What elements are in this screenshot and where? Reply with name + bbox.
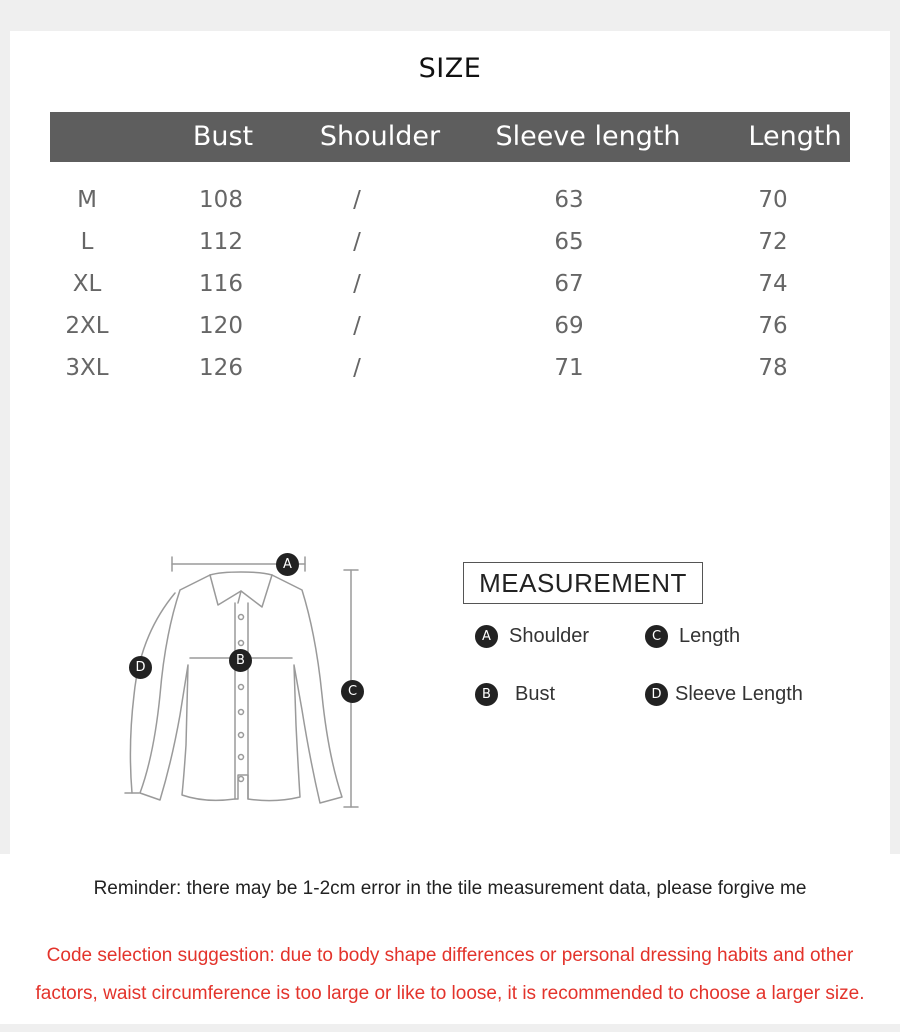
legend-sleeve-length-label: Sleeve Length: [675, 683, 803, 705]
table-cell-length: 78: [758, 355, 788, 381]
suggestion-line-2: factors, waist circumference is too large or like to loose, it is recommended to choose a larger size.: [35, 983, 865, 1004]
suggestion-line-1: Code selection suggestion: due to body shape differences or personal dressing habits and other: [46, 945, 854, 966]
marker-a-icon: A: [276, 553, 299, 576]
table-cell-bust: 108: [199, 187, 243, 213]
marker-b-icon: B: [229, 649, 252, 672]
table-cell-size: M: [77, 187, 97, 213]
table-cell-size: 2XL: [65, 313, 109, 339]
table-cell-shoulder: /: [353, 313, 361, 339]
table-cell-bust: 120: [199, 313, 243, 339]
table-cell-shoulder: /: [353, 187, 361, 213]
marker-d-icon: D: [129, 656, 152, 679]
table-cell-bust: 112: [199, 229, 243, 255]
table-cell-size: L: [80, 229, 94, 255]
reminder-text: Reminder: there may be 1-2cm error in the tile measurement data, please forgive me: [93, 878, 807, 899]
table-cell-sleeve-length: 69: [554, 313, 584, 339]
shirt-diagram: [110, 545, 380, 820]
table-cell-bust: 126: [199, 355, 243, 381]
page-title: SIZE: [418, 53, 482, 84]
legend-a-icon: A: [475, 625, 498, 648]
size-table-header: [50, 112, 850, 162]
table-cell-bust: 116: [199, 271, 243, 297]
shirt-outline-icon: [110, 545, 380, 820]
table-cell-sleeve-length: 67: [554, 271, 584, 297]
header-sleeve-length: Sleeve length: [495, 121, 681, 152]
table-cell-sleeve-length: 65: [554, 229, 584, 255]
table-cell-shoulder: /: [353, 271, 361, 297]
legend-shoulder-label: Shoulder: [509, 625, 590, 647]
measurement-title: MEASUREMENT: [463, 562, 703, 604]
table-cell-sleeve-length: 63: [554, 187, 584, 213]
marker-c-icon: C: [341, 680, 364, 703]
table-cell-length: 76: [758, 313, 788, 339]
table-cell-length: 70: [758, 187, 788, 213]
legend-bust-label: Bust: [515, 683, 556, 705]
table-cell-shoulder: /: [353, 355, 361, 381]
table-cell-size: XL: [72, 271, 102, 297]
legend-length-label: Length: [679, 625, 741, 647]
legend-d-icon: D: [645, 683, 668, 706]
table-cell-length: 72: [758, 229, 788, 255]
table-cell-length: 74: [758, 271, 788, 297]
table-cell-shoulder: /: [353, 229, 361, 255]
table-cell-sleeve-length: 71: [554, 355, 584, 381]
header-length: Length: [748, 121, 842, 152]
header-shoulder: Shoulder: [319, 121, 441, 152]
header-bust: Bust: [192, 121, 254, 152]
table-cell-size: 3XL: [65, 355, 109, 381]
legend-b-icon: B: [475, 683, 498, 706]
legend-c-icon: C: [645, 625, 668, 648]
